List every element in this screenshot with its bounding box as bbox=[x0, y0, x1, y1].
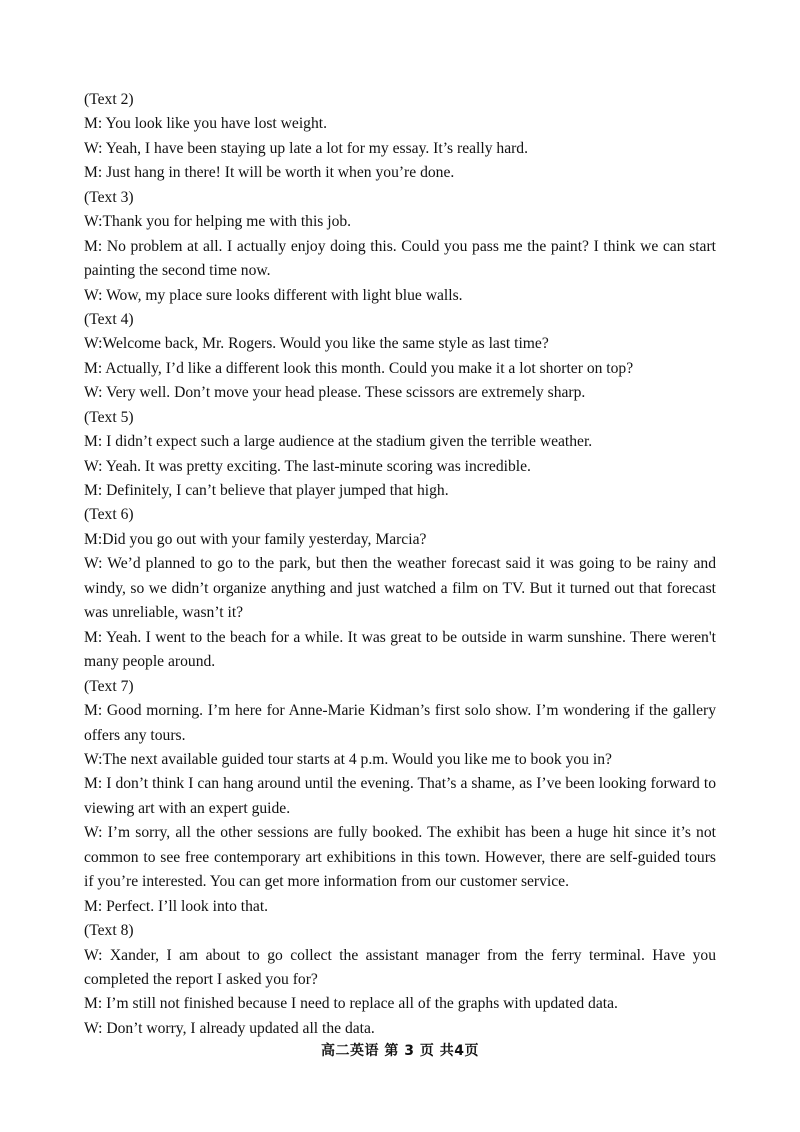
dialogue-line: W: Wow, my place sure looks different with light blue walls. bbox=[84, 286, 463, 304]
dialogue-line: M:Did you go out with your family yesterday, Marcia? bbox=[84, 530, 427, 548]
section-heading: (Text 8) bbox=[84, 922, 134, 940]
dialogue-line: M: I didn’t expect such a large audience at the stadium given the terrible weather. bbox=[84, 433, 593, 451]
dialogue-line: M: I’m still not finished because I need to replace all of the graphs with updated data. bbox=[84, 995, 618, 1013]
dialogue-line: M: I don’t think I can hang around until the evening. That’s a shame, as I’ve been looking forward to viewing art with an expert guide. bbox=[84, 775, 716, 817]
dialogue-line: W: Yeah, I have been staying up late a lot for my essay. It’s really hard. bbox=[84, 139, 529, 157]
dialogue-line: M: Yeah. I went to the beach for a while. It was great to be outside in warm sunshine. There weren't many people around. bbox=[84, 628, 716, 671]
section-heading: (Text 4) bbox=[84, 310, 134, 328]
dialogue-line: W:Welcome back, Mr. Rogers. Would you like the same style as last time? bbox=[84, 335, 549, 353]
dialogue-line: M: Actually, I’d like a different look this month. Could you make it a lot shorter on top? bbox=[84, 359, 634, 377]
section-heading: (Text 7) bbox=[84, 677, 134, 695]
dialogue-line: W: Yeah. It was pretty exciting. The last-minute scoring was incredible. bbox=[84, 457, 531, 475]
dialogue-line: W: I’m sorry, all the other sessions are fully booked. The exhibit has been a huge hit since it’s not common to see free contemporary art exhibitions in this town. However, there are self-guided tours if you’re interested. You can get more information from our customer service. bbox=[84, 824, 716, 891]
transcript-body bbox=[84, 88, 716, 1041]
section-heading: (Text 5) bbox=[84, 408, 134, 426]
dialogue-line: M: Perfect. I’ll look into that. bbox=[84, 897, 269, 915]
dialogue-line: W: We’d planned to go to the park, but then the weather forecast said it was going to be rainy and windy, so we didn’t organize anything and just watched a film on TV. But it turned out that forecast was unreliable, wasn’t it? bbox=[84, 555, 716, 622]
dialogue-line: M: You look like you have lost weight. bbox=[84, 115, 328, 133]
dialogue-line: M: No problem at all. I actually enjoy doing this. Could you pass me the paint? I think we can start painting the second time now. bbox=[84, 237, 716, 280]
section-heading: (Text 2) bbox=[84, 91, 134, 108]
dialogue-line: M: Good morning. I’m here for Anne-Marie Kidman’s first solo show. I’m wondering if the gallery offers any tours. bbox=[84, 702, 716, 744]
dialogue-line: W:Thank you for helping me with this job. bbox=[84, 213, 352, 231]
page-footer: 高二英语 第 3 页 共4页 bbox=[321, 1043, 479, 1059]
dialogue-line: W:The next available guided tour starts at 4 p.m. Would you like me to book you in? bbox=[84, 750, 612, 768]
dialogue-line: W: Very well. Don’t move your head please. These scissors are extremely sharp. bbox=[84, 384, 586, 402]
dialogue-line: M: Definitely, I can’t believe that player jumped that high. bbox=[84, 482, 449, 500]
dialogue-line: W: Don’t worry, I already updated all the data. bbox=[84, 1019, 375, 1037]
section-heading: (Text 6) bbox=[84, 506, 134, 524]
section-heading: (Text 3) bbox=[84, 188, 134, 206]
dialogue-line: M: Just hang in there! It will be worth it when you’re done. bbox=[84, 164, 455, 182]
dialogue-line: W: Xander, I am about to go collect the assistant manager from the ferry terminal. Have you completed the report I asked you for? bbox=[84, 946, 716, 988]
